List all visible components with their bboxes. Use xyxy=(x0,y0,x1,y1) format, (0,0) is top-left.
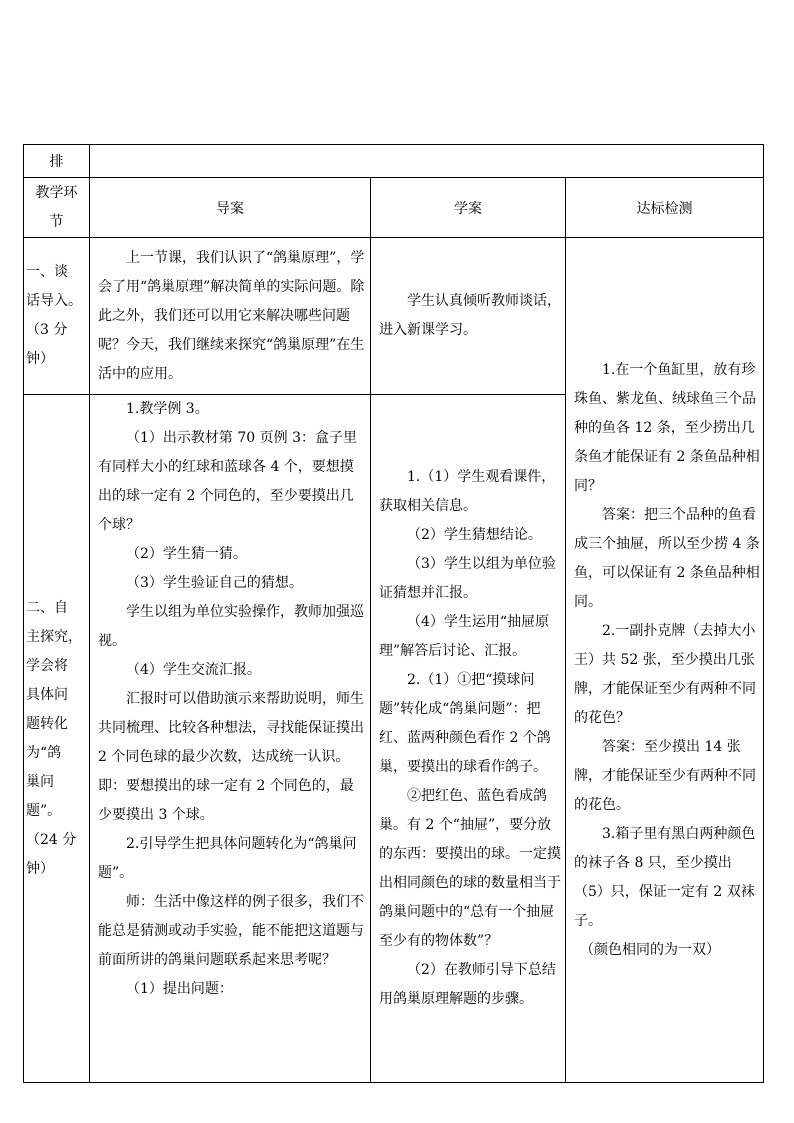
paragraph: （4）学生运用“抽屉原理”解答后讨论、汇报。 xyxy=(379,614,550,659)
header-check: 达标检测 xyxy=(566,178,764,238)
paragraph: 2.一副扑克牌（去掉大小王）共 52 张，至少摸出几张牌，才能保证至少有两种不同的花色？ xyxy=(574,622,756,726)
guide-cell-1 xyxy=(90,238,371,395)
paragraph: （2）在教师引导下总结用鸽巢原理解题的步骤。 xyxy=(379,962,556,1007)
lesson-plan-sheet xyxy=(23,144,763,1083)
guide-cell-2 xyxy=(90,395,371,1083)
row-label-cell xyxy=(24,145,90,178)
paragraph: 3.箱子里有黑白两种颜色的袜子各 8 只，至少摸出（5）只，保证一定有 2 双袜子。 xyxy=(574,825,756,929)
paragraph: 1.在一个鱼缸里，放有珍珠鱼、紫龙鱼、绒球鱼三个品种的鱼各 12 条，至少捞出几条鱼才能保证有 2 条鱼品种相同？ xyxy=(574,361,760,494)
paragraph: 学生以组为单位实验操作，教师加强巡视。 xyxy=(98,604,364,649)
check-cell xyxy=(566,238,764,1083)
paragraph: （1）出示教材第 70 页例 3：盒子里有同样大小的红球和蓝球各 4 个，要想摸出的球一定有 2 个同色的，至少要摸出几个球？ xyxy=(98,430,357,533)
row-content-cell xyxy=(90,145,764,178)
paragraph: 2.（1）①把“摸球问题”转化成“鸽巢问题”：把红、蓝两种颜色看作 2 个鸽巢，要摸出的球看作鸽子。 xyxy=(379,672,551,775)
paragraph: 1.教学例 3。 xyxy=(126,401,209,417)
paragraph: （2）学生猜一猜。 xyxy=(126,546,247,562)
header-study: 学案 xyxy=(371,178,566,238)
paragraph: ②把红色、蓝色看成鸽巢。有 2 个“抽屉”，要分放的东西：要摸出的球。一定摸出相同颜色的球的数量相当于鸽巢问题中的“总有一个抽屉至少有的物体数”？ xyxy=(379,788,561,949)
paragraph: 上一节课，我们认识了“鸽巢原理”，学会了用“鸽巢原理”解决简单的实际问题。除此之外，我们还可以用它来解决哪些问题呢？今天，我们继续来探究“鸽巢原理”在生活中的应用。 xyxy=(98,249,365,382)
paragraph: 答案：至少摸出 14 张牌，才能保证至少有两种不同的花色。 xyxy=(574,738,756,813)
paragraph: （2）学生猜想结论。 xyxy=(407,527,542,543)
table-header-row xyxy=(24,178,764,238)
header-stage: 教学环 节 xyxy=(24,178,90,238)
table-row xyxy=(24,238,764,395)
lesson-plan-table xyxy=(23,144,764,1083)
stage-label-1: 一、谈 话导入。 （3 分 钟） xyxy=(24,238,90,395)
paragraph: 1.（1）学生观看课件，获取相关信息。 xyxy=(379,469,556,514)
header-guide: 导案 xyxy=(90,178,371,238)
paragraph: 2.引导学生把具体问题转化为“鸽巢问题”。 xyxy=(98,836,357,881)
study-cell-1 xyxy=(371,238,566,395)
paragraph: 师：生活中像这样的例子很多，我们不能总是猜测或动手实验，能不能把这道题与前面所讲的鸽巢问题联系起来思考呢？ xyxy=(98,894,364,968)
paragraph: 答案：把三个品种的鱼看成三个抽屉，所以至少捞 4 条鱼，可以保证有 2 条鱼品种相同。 xyxy=(574,506,760,610)
paragraph: （1）提出问题： xyxy=(126,981,233,997)
paragraph: 学生认真倾听教师谈话，进入新课学习。 xyxy=(379,293,561,338)
paragraph: （3）学生以组为单位验证猜想并汇报。 xyxy=(379,556,556,601)
paragraph: 汇报时可以借助演示来帮助说明，师生共同梳理、比较各种想法，寻找能保证摸出 2 个同色球的最少次数，达成统一认识。即：要想摸出的球一定有 2 个同色的，最少要摸出 3 个球。 xyxy=(98,691,364,823)
paragraph: （3）学生验证自己的猜想。 xyxy=(126,575,303,591)
table-row xyxy=(24,145,764,178)
paragraph: （4）学生交流汇报。 xyxy=(126,662,261,678)
paragraph: （颜色相同的为一双） xyxy=(580,941,720,958)
row-label: 排 xyxy=(49,154,64,170)
stage-label-2: 二、自 主探究， 学会将 具体问 题转化 为“鸽 巢问 题”。 （24 分 钟） xyxy=(24,395,90,1083)
study-cell-2 xyxy=(371,395,566,1083)
